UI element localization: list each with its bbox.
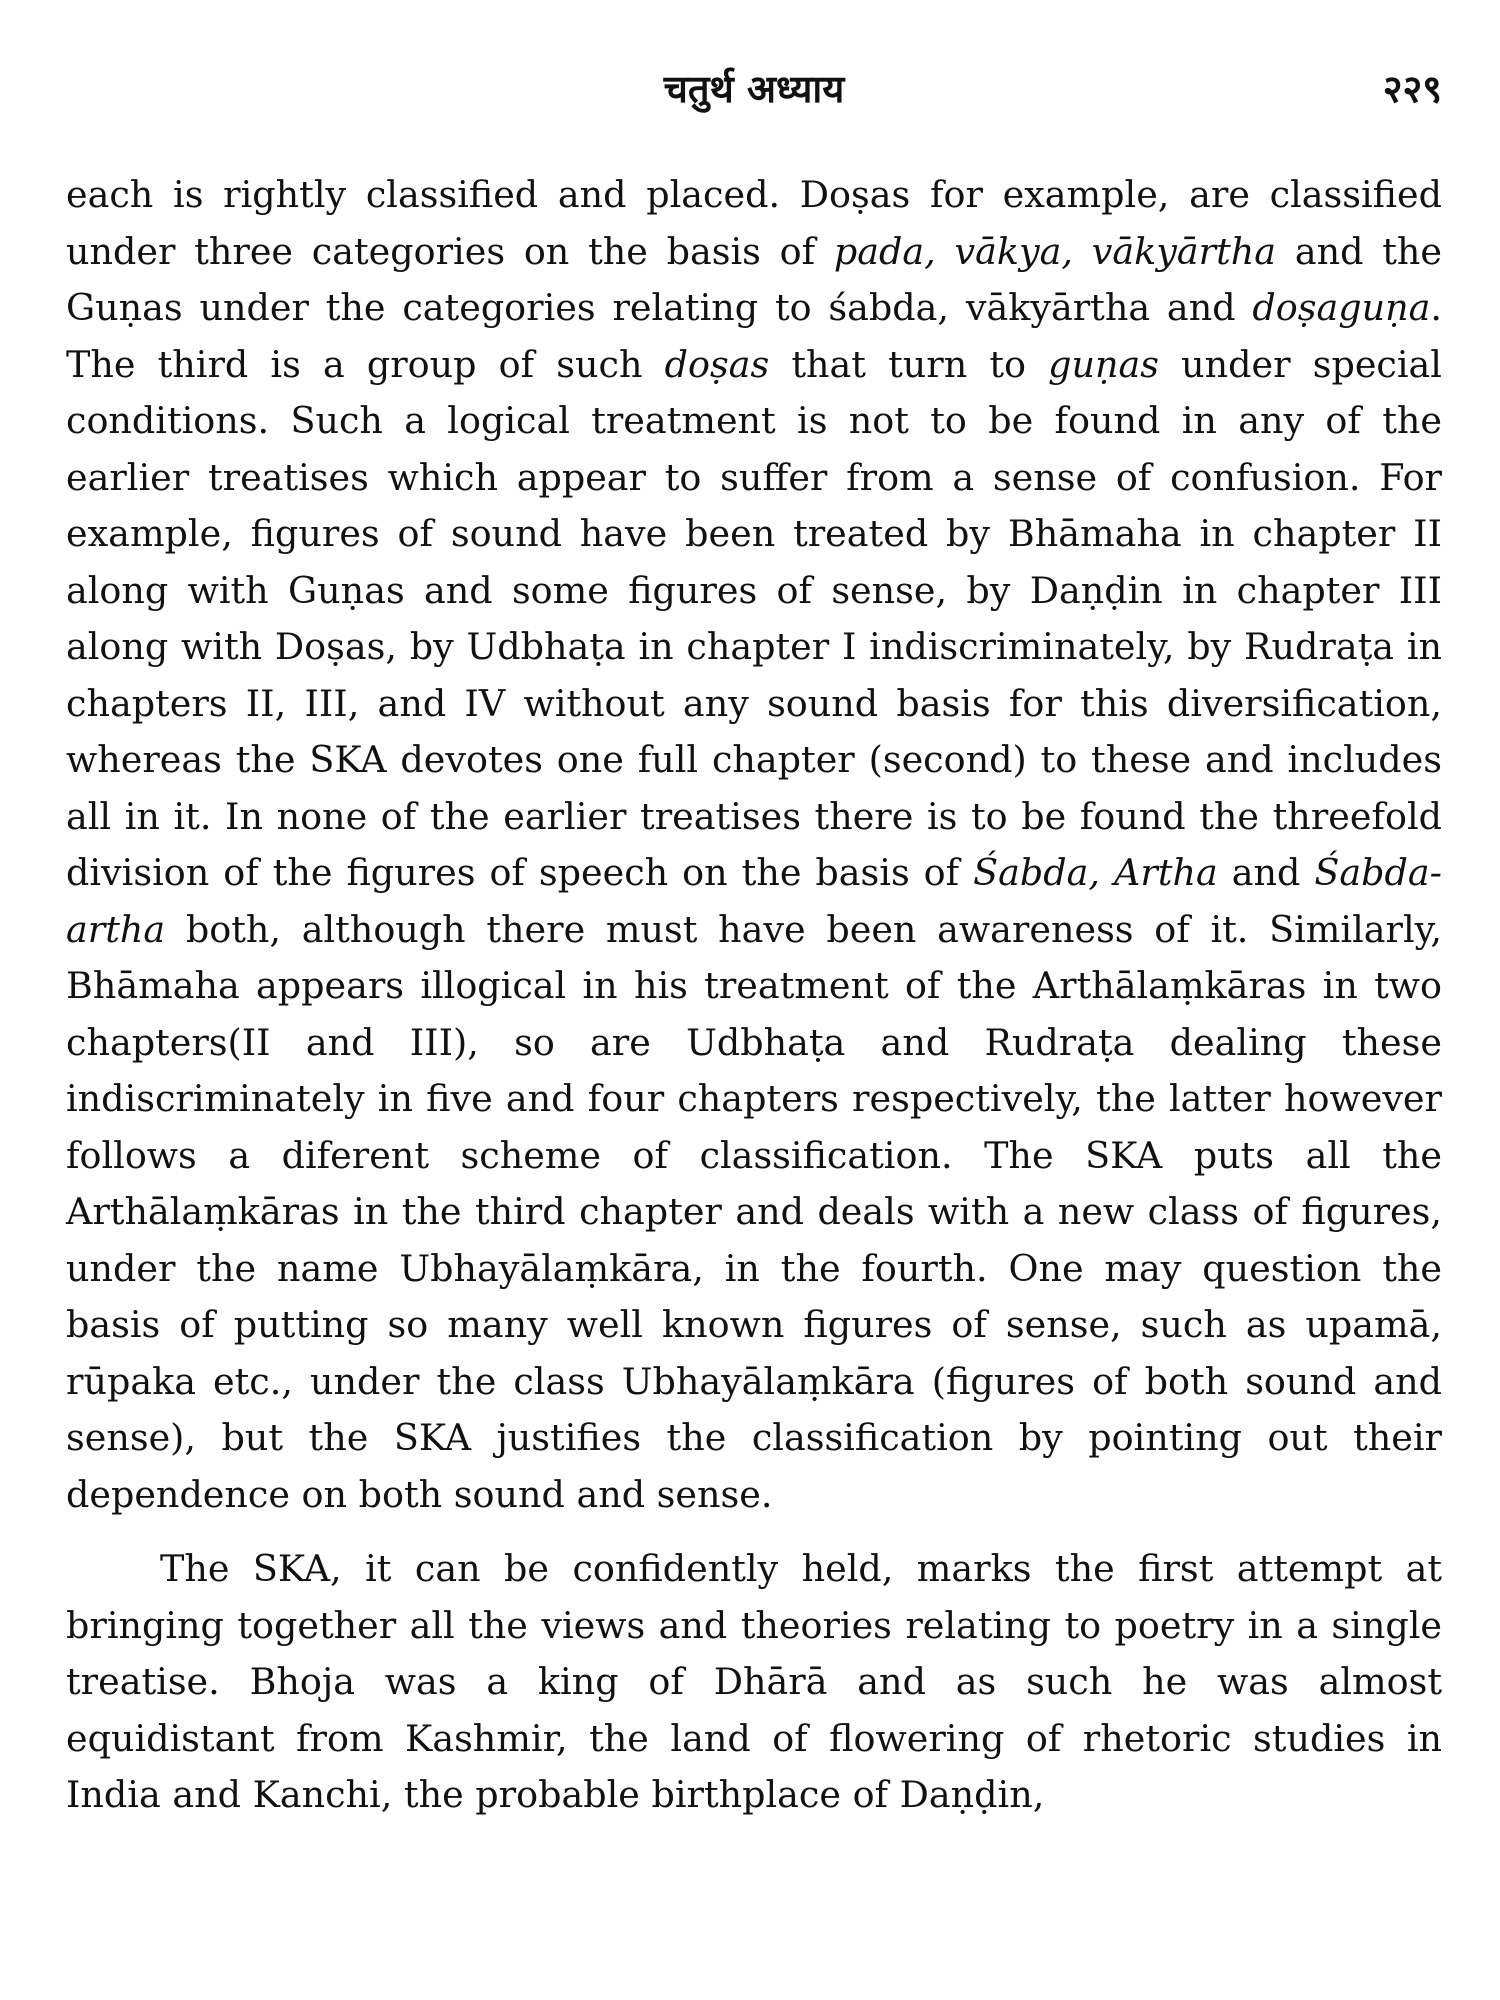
running-title: चतुर्थ अध्याय	[663, 67, 845, 111]
text-run: both, although there must have been awareness of it. Similarly, Bhāmaha appears illogical in his treatment of the Arthālaṃkāras in two chapters(II and III), so are Udbhaṭa and Rudraṭa dealing these indiscriminately in five and four chapters respectively, the latter however follows a diferent scheme of classification. The SKA puts all the Arthālaṃkāras in the third chapter and deals with a new class of figures, under the name Ubhayālaṃkāra, in the fourth. One may question the basis of putting so many well known figures of sense, such as upamā, rūpaka etc., under the class Ubhayālaṃkāra (figures of both sound and sense), but the SKA justifies the classification by pointing out their dependence on both sound and sense.	[66, 907, 1442, 1516]
italic-term: doṣaguṇa	[1252, 286, 1431, 329]
page-number: २२९	[1382, 67, 1442, 111]
text-run: The SKA, it can be confidently held, marks the first attempt at bringing together all the views and theories relating to poetry in a single treatise. Bhoja was a king of Dhārā and as such he was almost equidistant from Kashmir, the land of flowering of rhetoric studies in India and Kanchi, the probable birthplace of Daṇḍin,	[66, 1547, 1442, 1816]
text-run: . The third is a group of such	[66, 286, 1442, 386]
text-run: and the Guṇas under the categories relating to śabda, vākyārtha and	[66, 229, 1442, 329]
italic-term: pada, vākya, vākyārtha	[833, 229, 1277, 273]
text-run: that turn to	[769, 342, 1049, 386]
page-header	[66, 64, 1442, 124]
italic-term: guṇas	[1048, 342, 1160, 386]
text-run: and	[1217, 851, 1315, 894]
paragraph-1	[66, 167, 1442, 1523]
body-text	[66, 167, 1442, 1824]
paragraph-2	[66, 1541, 1442, 1824]
italic-term: doṣas	[664, 342, 770, 386]
italic-term: Śabda, Artha	[973, 851, 1218, 894]
italic-term: Śabda-artha	[66, 851, 1442, 951]
text-run: under special conditions. Such a logical treatment is not to be found in any of the earlier treatises which appear to suffer from a sense of confusion. For example, figures of sound have been treated by Bhāmaha in chapter II along with Guṇas and some figures of sense, by Daṇḍin in chapter III along with Doṣas, by Udbhaṭa in chapter I indiscriminately, by Rudraṭa in chapters II, III, and IV without any sound basis for this diversification, whereas the SKA devotes one full chapter (second) to these and includes all in it. In none of the earlier treatises there is to be found the threefold division of the figures of speech on the basis of	[66, 342, 1442, 894]
text-run: each is rightly classified and placed. Doṣas for example, are classified under three categories on the basis of	[66, 173, 1442, 273]
